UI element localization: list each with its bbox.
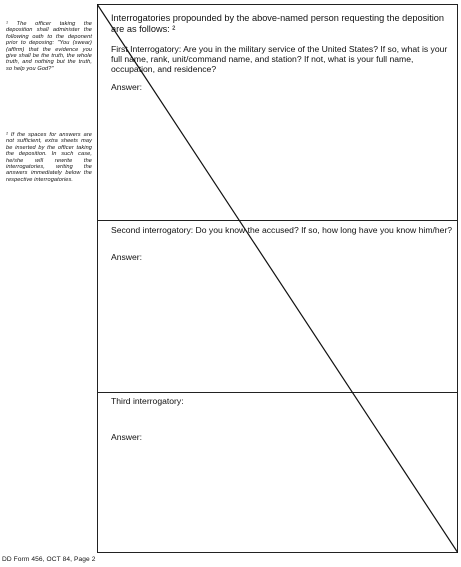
void-diagonal-line (97, 4, 458, 553)
void-diagonal-stroke (97, 4, 458, 553)
first-interrogatory-question: First Interrogatory: Are you in the military service of the United States? If so, what is your full name, rank, unit/command name, and station? If not, what is your full name, occupation, and residence? (111, 44, 448, 74)
third-interrogatory-answer-label: Answer: (111, 432, 143, 442)
extra-sheets-footnote: ² If the spaces for answers are not sufficient, extra sheets may be inserted by the officer taking the deposition. In such case, he/she will rewrite the interrogatories, writing the answers immediately below the respective interrogatories. (6, 132, 92, 183)
first-interrogatory-answer-label: Answer: (111, 82, 143, 92)
interrogatories-heading: Interrogatories propounded by the above-named person requesting the deposition are as follows: ² (111, 13, 445, 34)
third-interrogatory-question: Third interrogatory: (111, 396, 184, 406)
second-interrogatory-question: Second interrogatory: Do you know the accused? If so, how long have you know him/her? (111, 225, 453, 235)
oath-footnote: ¹ The officer taking the deposition shall administer the following oath to the deponent prior to deposing: "You (swear) (affirm) that the evidence you give shall be the truth, the whole truth, and nothing but the truth, so help you God?" (6, 21, 92, 72)
second-interrogatory-answer-label: Answer: (111, 252, 143, 262)
form-footer: DD Form 456, OCT 84, Page 2 (2, 556, 96, 563)
